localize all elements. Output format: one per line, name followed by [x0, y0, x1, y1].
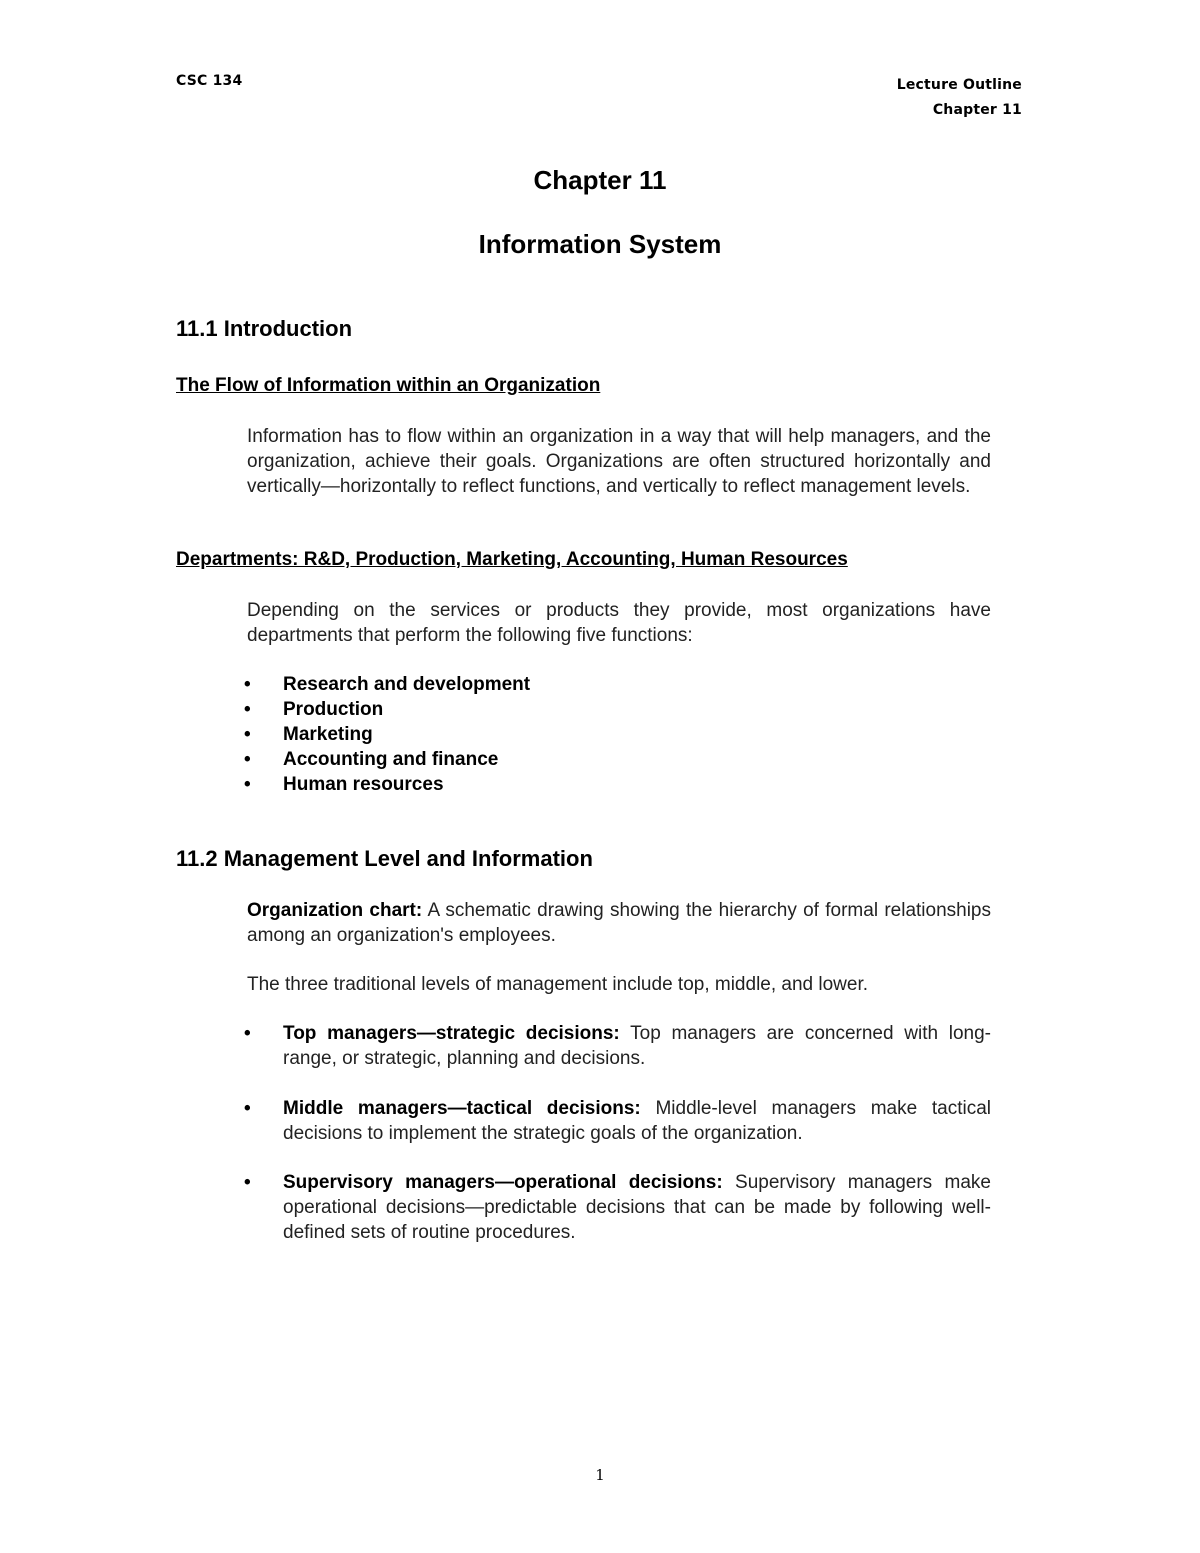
header-chapter: Chapter 11 — [932, 102, 1022, 118]
subject-title: Information System — [478, 229, 722, 259]
list-item: • Accounting and finance — [244, 749, 499, 770]
paragraph-levels-intro: The three traditional levels of management include top, middle, and lower. — [247, 974, 869, 995]
page-number: 1 — [595, 1466, 605, 1484]
header-right — [897, 73, 1022, 123]
list-item: • Production — [244, 699, 384, 720]
list-item-top-managers — [244, 1021, 991, 1071]
section-heading-introduction: 11.1 Introduction — [176, 316, 353, 341]
subheading-flow-of-information: The Flow of Information within an Organization — [176, 375, 601, 396]
term-supervisory-managers: Supervisory managers—operational decisions: — [283, 1172, 723, 1193]
bullet-icon: • — [244, 1172, 251, 1193]
desc-top-managers: Top managers are concerned with long-range, or strategic, planning and decisions. — [283, 1023, 991, 1069]
paragraph-departments-intro: Depending on the services or products they provide, most organizations have departments that perform the following five functions: — [247, 600, 991, 646]
term-middle-managers: Middle managers—tactical decisions: — [283, 1098, 641, 1119]
header-course: CSC 134 — [176, 73, 243, 89]
desc-middle-managers: Middle-level managers make tactical decisions to implement the strategic goals of the organization. — [283, 1098, 991, 1144]
subheading-departments: Departments: R&D, Production, Marketing, Accounting, Human Resources — [176, 549, 848, 570]
bullet-icon: • — [244, 1098, 251, 1119]
paragraph-organization-chart — [247, 898, 991, 948]
header-doc-type: Lecture Outline — [896, 77, 1022, 93]
bullet-icon: • — [244, 699, 251, 720]
list-item: • Marketing — [244, 724, 373, 745]
chapter-title: Chapter 11 — [533, 165, 667, 195]
bullet-icon: • — [244, 1023, 251, 1044]
section-heading-management-level: 11.2 Management Level and Information — [176, 846, 593, 871]
bullet-icon: • — [244, 774, 251, 795]
list-item-supervisory-managers — [244, 1170, 991, 1245]
list-item: • Research and development — [244, 674, 531, 695]
bullet-icon: • — [244, 674, 251, 695]
term-organization-chart: Organization chart: — [247, 900, 423, 921]
bullet-icon: • — [244, 724, 251, 745]
paragraph-information-flow: Information has to flow within an organization in a way that will help managers, and the organization, achieve their goals. Organizations are often structured horizontally and vertically—horizontally to reflect functions, and vertically to reflect management levels. — [247, 426, 991, 497]
list-item-middle-managers — [244, 1096, 991, 1146]
term-top-managers: Top managers—strategic decisions: — [283, 1023, 620, 1044]
list-item: • Human resources — [244, 774, 444, 795]
bullet-icon: • — [244, 749, 251, 770]
desc-supervisory-managers: Supervisory managers make operational decisions—predictable decisions that can be made by following well-defined sets of routine procedures. — [283, 1172, 991, 1243]
definition-organization-chart: A schematic drawing showing the hierarchy of formal relationships among an organization's employees. — [247, 900, 991, 946]
functions-list — [244, 672, 530, 797]
